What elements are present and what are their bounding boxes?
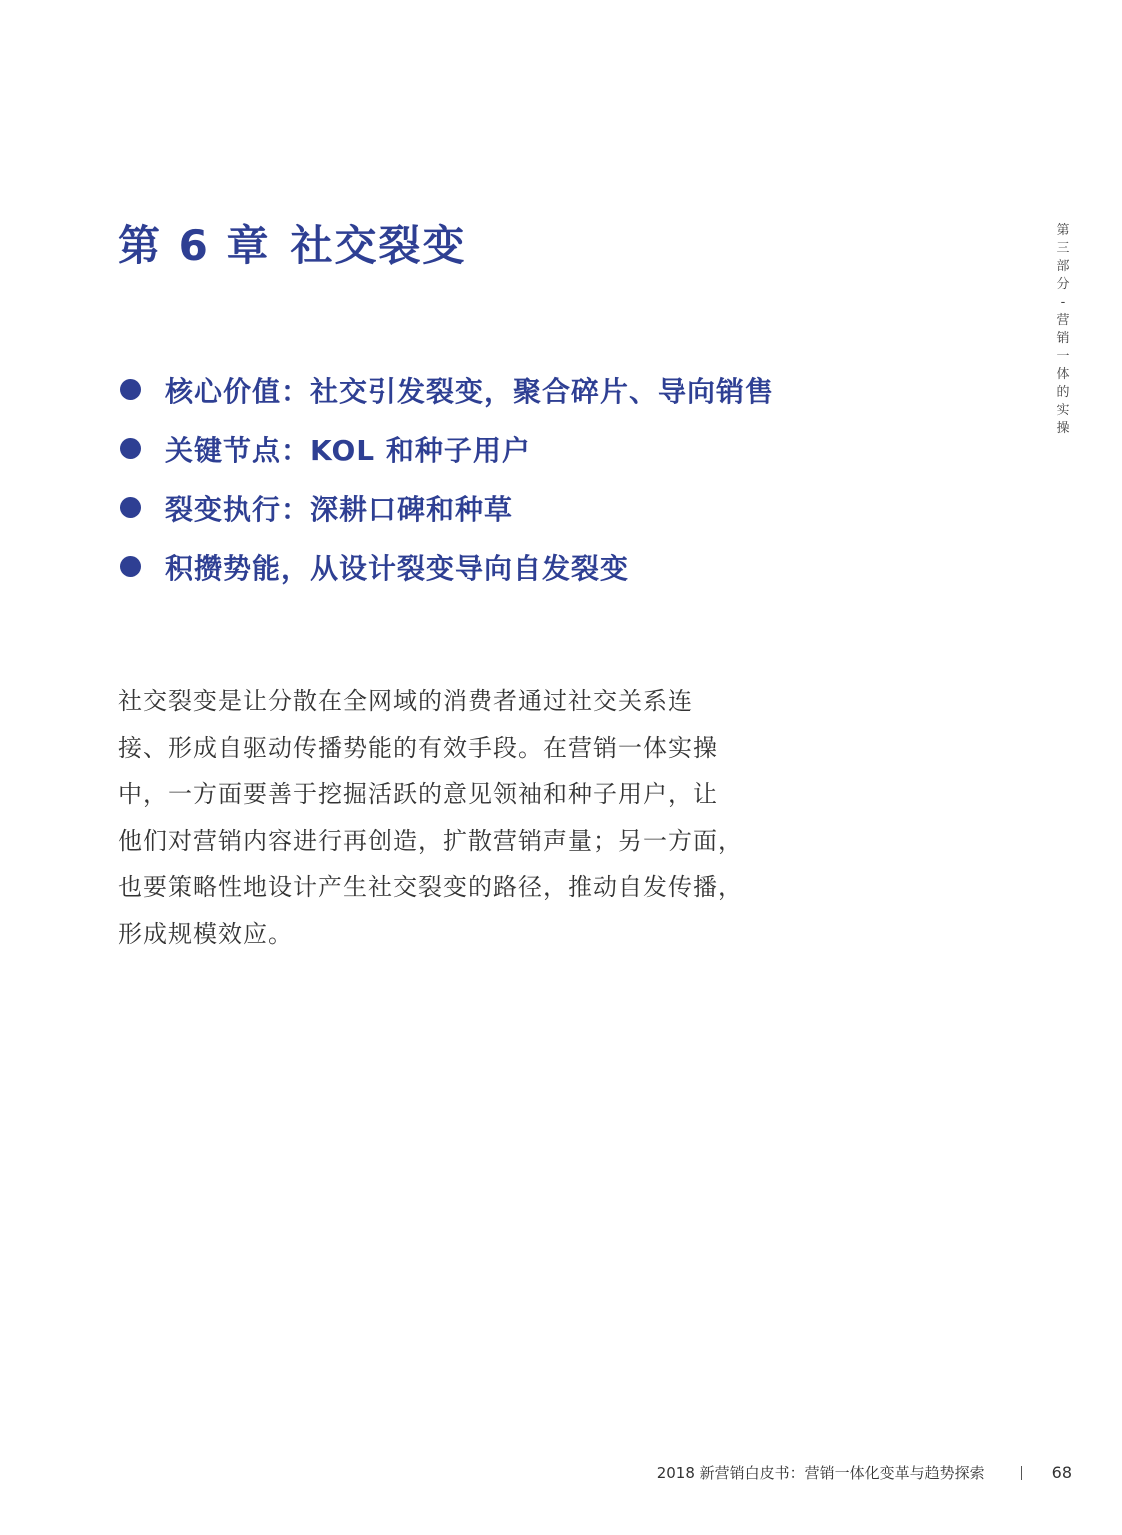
key-point-item	[120, 360, 774, 419]
side-label-char: 操	[1056, 421, 1070, 436]
chapter-number: 第 6 章	[118, 221, 271, 270]
side-label-char: 营	[1056, 313, 1070, 328]
intro-line: 也要策略性地设计产生社交裂变的路径，推动自发传播，	[118, 873, 743, 901]
side-label-char: 销	[1056, 331, 1070, 346]
side-label-char: 分	[1056, 277, 1070, 292]
key-point-text: 裂变执行：深耕口碑和种草	[165, 492, 514, 526]
bullet-dot-icon	[120, 438, 141, 459]
key-point-item	[120, 537, 774, 596]
side-label-char: -	[1060, 295, 1066, 310]
intro-line: 中，一方面要善于挖掘活跃的意见领袖和种子用户，让	[118, 780, 718, 808]
footer-book-title: 2018 新营销白皮书：营销一体化变革与趋势探索	[656, 1464, 985, 1482]
page-number: 68	[1051, 1463, 1072, 1482]
side-label-char: 部	[1056, 259, 1070, 274]
side-label-char: 的	[1056, 385, 1070, 400]
key-point-text: 核心价值：社交引发裂变，聚合碎片、导向销售	[165, 374, 775, 408]
side-label-char: 三	[1056, 241, 1070, 256]
bullet-dot-icon	[120, 379, 141, 400]
section-side-label	[1052, 222, 1074, 438]
side-label-char: 实	[1056, 403, 1070, 418]
page-footer	[657, 1462, 1072, 1483]
side-label-char: 体	[1056, 367, 1070, 382]
key-point-item	[120, 419, 774, 478]
chapter-name: 社交裂变	[290, 221, 467, 270]
bullet-dot-icon	[120, 556, 141, 577]
intro-line: 社交裂变是让分散在全网域的消费者通过社交关系连	[118, 687, 693, 715]
intro-paragraph	[118, 678, 758, 957]
intro-line: 他们对营销内容进行再创造，扩散营销声量；另一方面，	[118, 826, 743, 855]
bullet-dot-icon	[120, 497, 141, 518]
intro-line: 接、形成自驱动传播势能的有效手段。在营销一体实操	[118, 733, 718, 762]
key-point-text: 关键节点：KOL 和种子用户	[165, 433, 531, 467]
side-label-char: 一	[1056, 349, 1070, 364]
key-point-text: 积攒势能，从设计裂变导向自发裂变	[165, 551, 630, 585]
footer-divider	[1021, 1466, 1022, 1480]
chapter-title	[118, 218, 466, 274]
key-point-item	[120, 478, 774, 537]
side-label-char: 第	[1056, 223, 1070, 238]
intro-line: 形成规模效应。	[118, 919, 293, 948]
key-points-list	[120, 360, 774, 596]
